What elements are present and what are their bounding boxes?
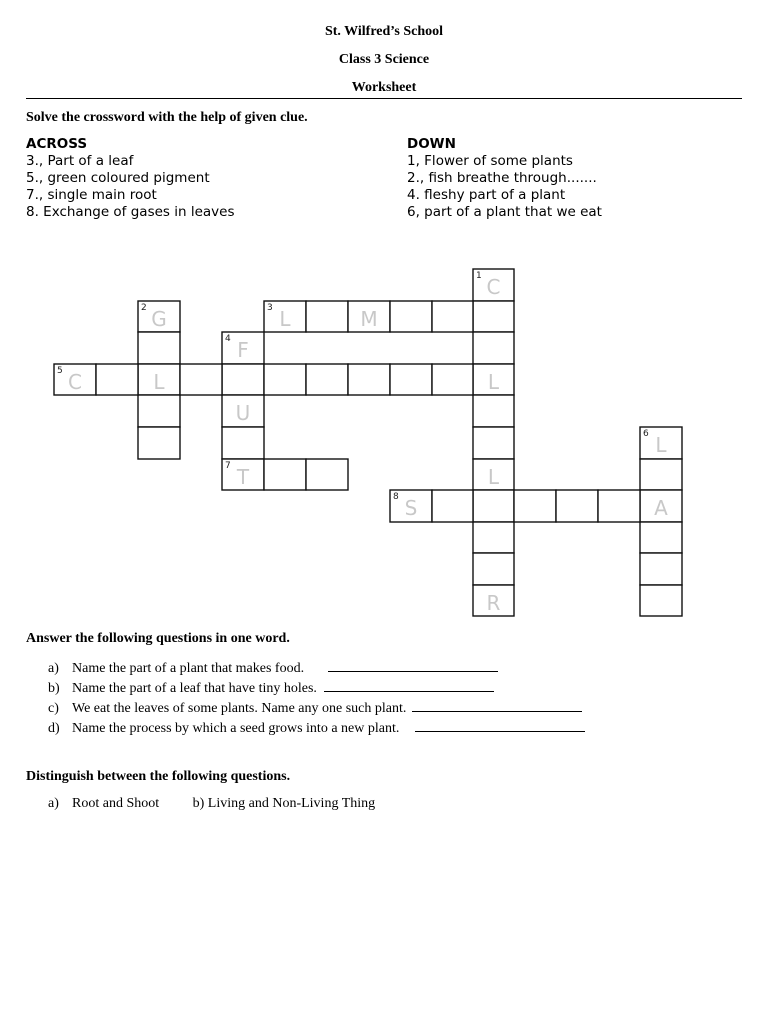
question-label: c): [48, 701, 59, 716]
crossword-cell[interactable]: [306, 301, 348, 332]
question-label: a): [48, 661, 59, 676]
down-clue: 2., fish breathe through.......: [407, 170, 597, 186]
crossword-cell[interactable]: [473, 490, 514, 522]
prefilled-letter: C: [68, 370, 82, 394]
crossword-cell[interactable]: [390, 301, 432, 332]
prefilled-letter: U: [235, 401, 251, 425]
crossword-cell[interactable]: [264, 459, 306, 490]
crossword-cell[interactable]: [473, 522, 514, 553]
prefilled-letter: R: [486, 591, 501, 615]
prefilled-letter: L: [487, 465, 500, 489]
crossword-cell[interactable]: [306, 459, 348, 490]
prefilled-letter: L: [655, 433, 667, 457]
clue-number: 1: [476, 271, 482, 281]
prefilled-letter: C: [486, 275, 501, 299]
prefilled-letter: G: [151, 307, 167, 331]
crossword-cell[interactable]: [640, 553, 682, 585]
crossword-cell[interactable]: [138, 395, 180, 427]
question-row: [48, 678, 585, 698]
question-row: [48, 698, 585, 718]
crossword-cell[interactable]: [222, 427, 264, 459]
crossword-cell[interactable]: [348, 364, 390, 395]
down-clues: [407, 136, 602, 221]
crossword-cell[interactable]: [96, 364, 138, 395]
clue-number: 4: [225, 334, 231, 344]
clue-number: 7: [225, 461, 231, 471]
question-text: We eat the leaves of some plants. Name any one such plant.: [72, 701, 407, 716]
header-divider: [26, 98, 742, 99]
crossword-cell[interactable]: [640, 585, 682, 616]
crossword-cell[interactable]: [264, 364, 306, 395]
worksheet-title: Worksheet: [351, 80, 417, 95]
clue-number: 2: [141, 303, 147, 313]
crossword-cell[interactable]: [432, 364, 473, 395]
crossword-cell[interactable]: [640, 522, 682, 553]
prefilled-letter: L: [153, 370, 165, 394]
crossword-cell[interactable]: [432, 301, 473, 332]
crossword-cell[interactable]: [556, 490, 598, 522]
down-clue: 4. fleshy part of a plant: [407, 187, 566, 203]
crossword-cell[interactable]: [473, 427, 514, 459]
prefilled-letter: L: [279, 307, 291, 331]
prefilled-letter: T: [236, 465, 250, 489]
question-row: [48, 718, 585, 738]
answer-blank[interactable]: [324, 678, 494, 692]
crossword-instruction: Solve the crossword with the help of given clue.: [26, 110, 308, 125]
one-word-questions: [48, 658, 585, 738]
question-text: Name the part of a leaf that have tiny holes.: [72, 681, 317, 696]
answer-blank[interactable]: [412, 698, 582, 712]
crossword-cell[interactable]: [473, 332, 514, 364]
clue-number: 6: [643, 429, 649, 439]
item-text: Root and Shoot: [72, 796, 160, 811]
school-name: St. Wilfred’s School: [324, 24, 444, 39]
crossword-cell[interactable]: [473, 395, 514, 427]
distinguish-items: [48, 796, 375, 812]
distinguish-heading: Distinguish between the following questions.: [26, 769, 291, 784]
prefilled-letter: F: [237, 338, 249, 362]
crossword-cell[interactable]: [640, 459, 682, 490]
clue-number: 5: [57, 366, 63, 376]
prefilled-letter: S: [404, 496, 418, 520]
crossword-cell[interactable]: [514, 490, 556, 522]
crossword-cell[interactable]: [180, 364, 222, 395]
question-label: d): [48, 721, 60, 736]
across-clue: 8. Exchange of gases in leaves: [26, 204, 235, 220]
prefilled-letter: L: [487, 370, 500, 394]
crossword-cell[interactable]: [306, 364, 348, 395]
prefilled-letter: M: [360, 307, 378, 331]
item-label: a): [48, 796, 59, 811]
crossword-cell[interactable]: [473, 301, 514, 332]
across-heading: ACROSS: [26, 136, 88, 152]
across-clue: 3., Part of a leaf: [26, 153, 134, 169]
down-heading: DOWN: [407, 136, 456, 152]
prefilled-letter: A: [654, 496, 668, 520]
crossword-cell[interactable]: [222, 364, 264, 395]
question-label: b): [48, 681, 60, 696]
clue-number: 8: [393, 492, 399, 502]
crossword-cell[interactable]: [138, 332, 180, 364]
question-row: [48, 658, 585, 678]
answer-blank[interactable]: [328, 658, 498, 672]
down-clue: 6, part of a plant that we eat: [407, 204, 602, 220]
clue-number: 3: [267, 303, 273, 313]
item-text: Living and Non-Living Thing: [207, 796, 376, 811]
crossword-cell[interactable]: [138, 427, 180, 459]
across-clues: [26, 136, 235, 221]
crossword-cell[interactable]: [473, 553, 514, 585]
across-clue: 5., green coloured pigment: [26, 170, 210, 186]
across-clue: 7., single main root: [26, 187, 157, 203]
answer-blank[interactable]: [415, 718, 585, 732]
question-text: Name the process by which a seed grows into a new plant.: [72, 721, 400, 736]
down-clue: 1, Flower of some plants: [407, 153, 573, 169]
question-text: Name the part of a plant that makes food.: [72, 661, 305, 676]
crossword-cell[interactable]: [390, 364, 432, 395]
one-word-heading: Answer the following questions in one word.: [26, 631, 290, 646]
crossword-grid: [0, 255, 768, 635]
crossword-cell[interactable]: [598, 490, 640, 522]
crossword-cell[interactable]: [432, 490, 473, 522]
class-title: Class 3 Science: [338, 52, 430, 67]
item-label: b): [192, 796, 205, 811]
